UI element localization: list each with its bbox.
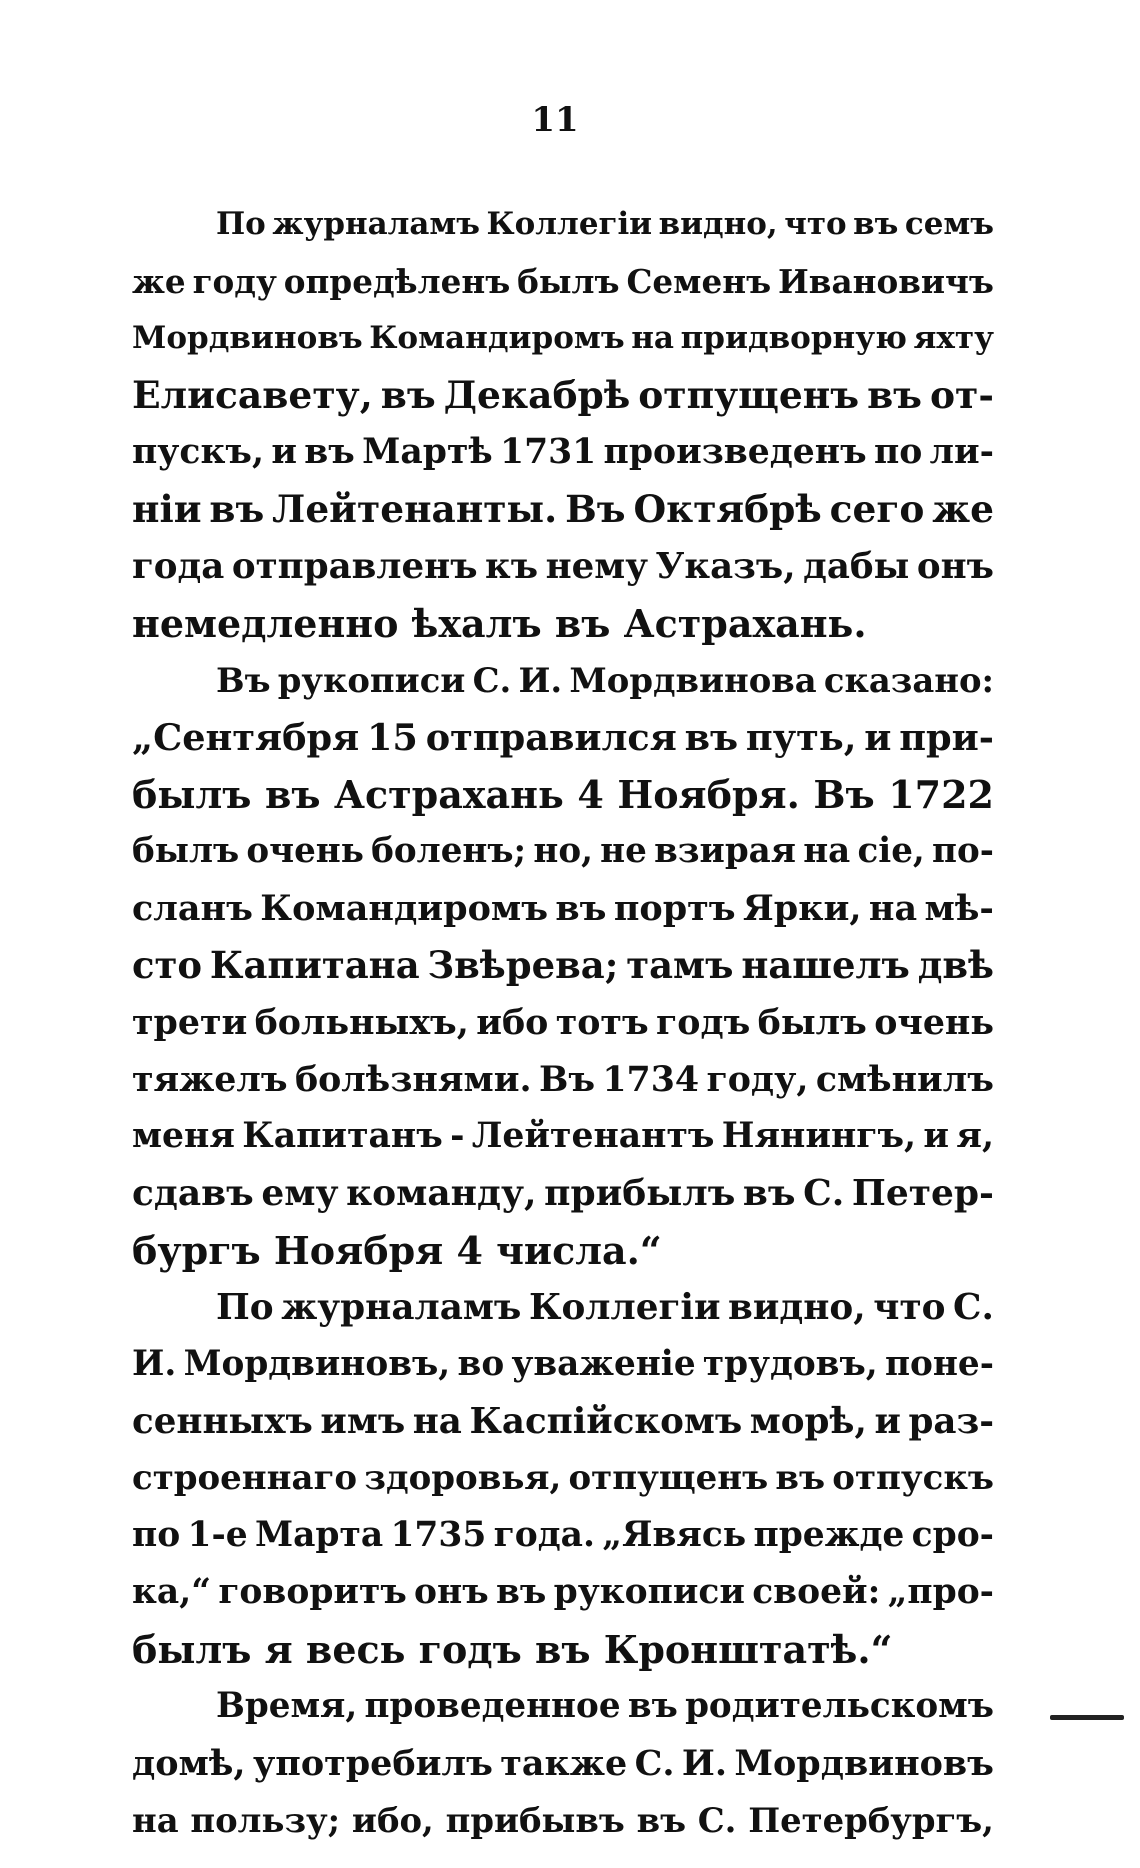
text-line: Мордвиновъ Командиромъ на придворную яхту [132,320,994,356]
paragraph [132,196,994,652]
text-line: Время, проведенное въ родительскомъ [216,1686,994,1726]
paragraph [132,1678,994,1849]
text-line: По журналамъ Коллегіи видно, что въ семъ [216,206,994,242]
page-number: 11 [531,100,579,140]
paragraph [132,652,994,1279]
text-line: По журналамъ Коллегіи видно, что С. [216,1286,994,1328]
text-line: Елисавету, въ Декабрѣ отпущенъ въ от- [132,373,994,417]
text-line: домѣ, употребилъ также С. И. Мордвиновъ [132,1743,994,1784]
text-line: на пользу; ибо, прибывъ въ С. Петербургъ, [132,1800,994,1840]
text-line: ніи въ Лейтенанты. Въ Октябрѣ сего же [132,487,994,531]
text-line: былъ я весь годъ въ Кронштатѣ.“ [132,1627,893,1672]
paragraph [132,1279,994,1678]
text-line: трети больныхъ, ибо тотъ годъ былъ очень [132,1002,994,1043]
text-line: меня Капитанъ - Лейтенантъ Нянингъ, и я, [132,1116,994,1156]
text-line: сдавъ ему команду, прибылъ въ С. Петер- [132,1172,994,1214]
text-line: сенныхъ имъ на Каспійскомъ морѣ, и раз- [132,1401,994,1442]
text-line: по 1-е Марта 1735 года. „Явясь прежде сро- [132,1515,994,1555]
body-text [132,196,994,1849]
text-line: строеннаго здоровья, отпущенъ въ отпускъ [132,1458,994,1498]
decorative-rule [1050,1715,1124,1720]
text-line: сланъ Командиромъ въ портъ Ярки, на мѣ- [132,888,994,929]
text-line: немедленно ѣхалъ въ Астрахань. [132,601,867,646]
text-line: сто Капитана Звѣрева; тамъ нашелъ двѣ [132,943,994,987]
text-line: тяжелъ болѣзнями. Въ 1734 году, смѣнилъ [132,1059,994,1100]
text-line: былъ очень боленъ; но, не взирая на сіе, по- [132,831,994,871]
text-line: былъ въ Астрахань 4 Ноября. Въ 1722 [132,772,994,817]
text-line: бургъ Ноября 4 числа.“ [132,1228,662,1273]
text-line: года отправленъ къ нему Указъ, дабы онъ [132,546,994,587]
text-line: Въ рукописи С. И. Мордвинова сказано: [216,660,994,700]
text-line: ка,“ говоритъ онъ въ рукописи своей: „про- [132,1572,994,1612]
text-line: же году опредѣленъ былъ Семенъ Ивановичъ [132,262,994,301]
text-line: И. Мордвиновъ, во уваженіе трудовъ, поне- [132,1344,994,1384]
text-line: пускъ, и въ Мартѣ 1731 произведенъ по ли- [132,432,994,472]
text-line: „Сентября 15 отправился въ путь, и при- [132,716,994,759]
